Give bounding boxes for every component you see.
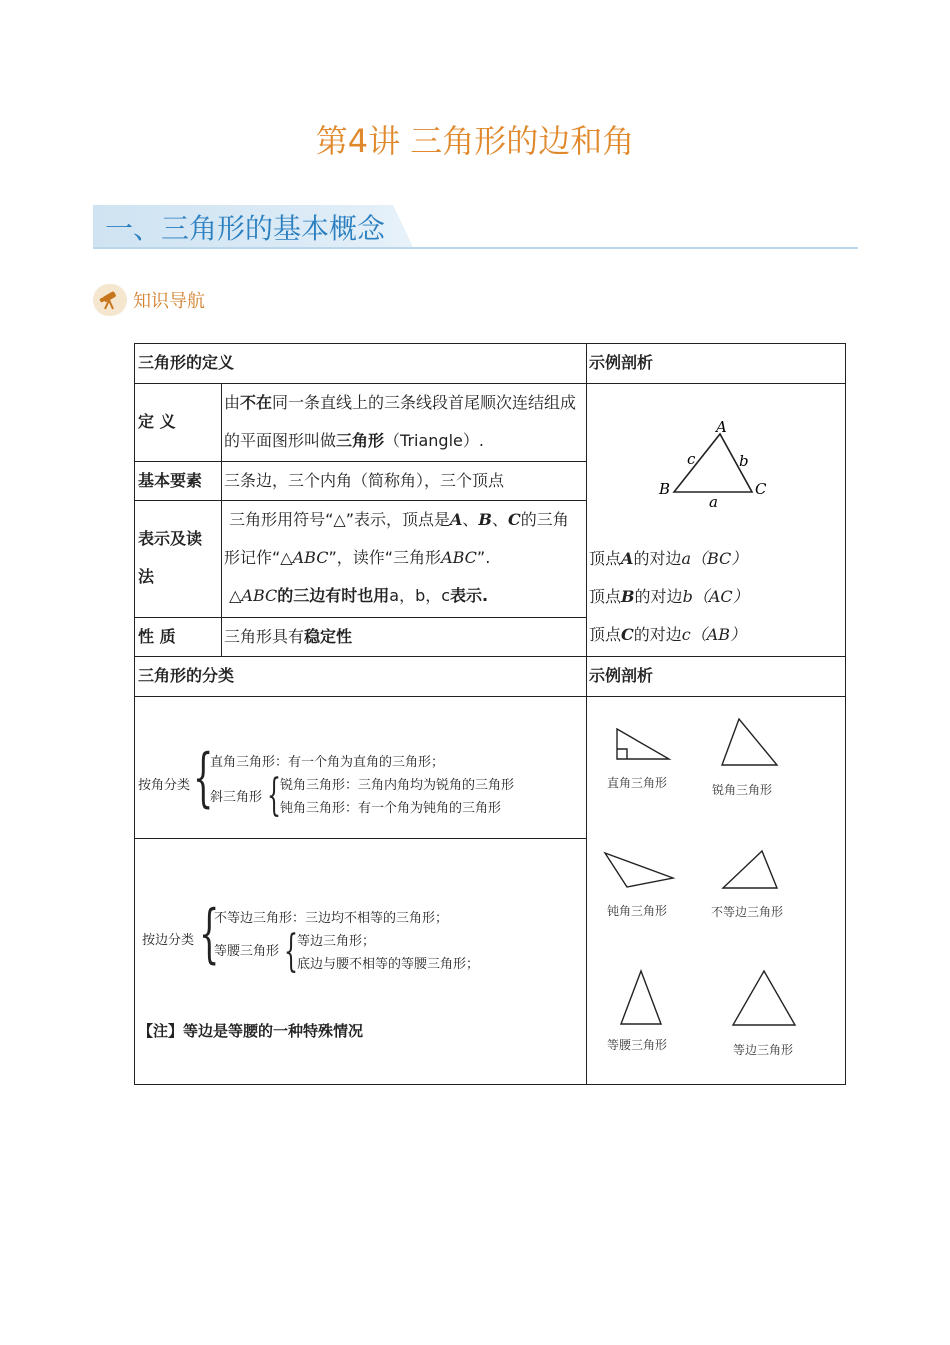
example-header: 示例剖析 <box>589 353 654 372</box>
scalene-triangle-def: 不等边三角形：三边均不相等的三角形； <box>214 911 449 926</box>
right-angle-mark <box>617 749 627 759</box>
property-label: 性 质 <box>138 627 176 646</box>
equilateral-triangle-def: 等边三角形； <box>297 934 376 949</box>
triangle-abc-diagram <box>587 384 845 524</box>
vertex-c-label: C <box>755 480 767 498</box>
vertex-b-label: B <box>659 480 671 498</box>
equilateral-triangle-shape <box>733 971 795 1025</box>
classification-header: 三角形的分类 <box>138 666 235 685</box>
telescope-icon <box>93 284 127 316</box>
isosceles-triangle-label: 等腰三角形 <box>214 944 280 959</box>
side-a-label: a <box>709 493 718 511</box>
by-side-brace: { <box>199 897 220 971</box>
by-angle-label: 按角分类 <box>138 778 191 793</box>
obtuse-triangle-def: 钝角三角形：有一个角为钝角的三角形 <box>280 801 502 816</box>
isosceles-triangle-caption: 等腰三角形 <box>607 1038 668 1052</box>
elements-text: 三条边，三个内角（简称角），三个顶点 <box>224 471 505 490</box>
elements-label: 基本要素 <box>138 471 203 490</box>
by-side-label: 按边分类 <box>142 933 195 948</box>
acute-triangle-shape <box>722 719 777 765</box>
obtuse-triangle-caption: 钝角三角形 <box>607 904 668 918</box>
scalene-triangle-shape <box>723 851 777 888</box>
isosceles-triangle-shape <box>621 971 661 1024</box>
isosceles-other-def: 底边与腰不相等的等腰三角形； <box>297 957 480 972</box>
opposite-side-c: 顶点C的对边c（AB） <box>589 625 747 644</box>
acute-triangle-def: 锐角三角形：三角内角均为锐角的三角形 <box>280 778 515 793</box>
notation-text: 三角形用符号“△”表示，顶点是A、B、C的三角形记作“△ABC”，读作“三角形ABC”. △ABC的三边有时也用a，b，c表示. <box>224 510 569 605</box>
by-angle-brace: { <box>193 741 214 815</box>
classification-note: 【注】等边是等腰的一种特殊情况 <box>138 1022 364 1040</box>
property-text: 三角形具有稳定性 <box>224 627 353 646</box>
concept-table <box>134 343 846 1085</box>
notation-label: 表示及读法 <box>138 529 203 586</box>
oblique-brace: { <box>267 770 281 821</box>
triangle-examples <box>587 697 845 1083</box>
section-underline <box>93 247 858 249</box>
knowledge-nav-label: 知识导航 <box>133 291 205 312</box>
side-b-label: b <box>739 452 749 470</box>
equilateral-triangle-caption: 等边三角形 <box>733 1043 794 1057</box>
knowledge-nav <box>93 284 205 316</box>
oblique-triangle-label: 斜三角形 <box>210 790 263 805</box>
classification-example-header: 示例剖析 <box>589 666 654 685</box>
side-c-label: c <box>687 450 696 468</box>
page-title: 第4讲 三角形的边和角 <box>315 122 635 160</box>
scalene-triangle-caption: 不等边三角形 <box>711 905 784 919</box>
right-triangle-shape <box>617 729 669 759</box>
opposite-side-a: 顶点A的对边a（BC） <box>589 549 748 568</box>
vertex-a-label: A <box>716 418 727 436</box>
section-title: 一、三角形的基本概念 <box>105 212 386 245</box>
isosceles-brace: { <box>284 926 298 977</box>
obtuse-triangle-shape <box>605 853 673 887</box>
definition-text: 由不在同一条直线上的三条线段首尾顺次连结组成的平面图形叫做三角形（Triangle）. <box>224 393 577 450</box>
section-header <box>93 205 858 249</box>
right-triangle-caption: 直角三角形 <box>607 776 668 790</box>
definition-label: 定 义 <box>138 412 176 431</box>
right-triangle-def: 直角三角形：有一个角为直角的三角形； <box>210 755 445 770</box>
definition-header: 三角形的定义 <box>138 353 235 372</box>
acute-triangle-caption: 锐角三角形 <box>712 783 773 797</box>
opposite-side-b: 顶点B的对边b（AC） <box>589 587 749 606</box>
